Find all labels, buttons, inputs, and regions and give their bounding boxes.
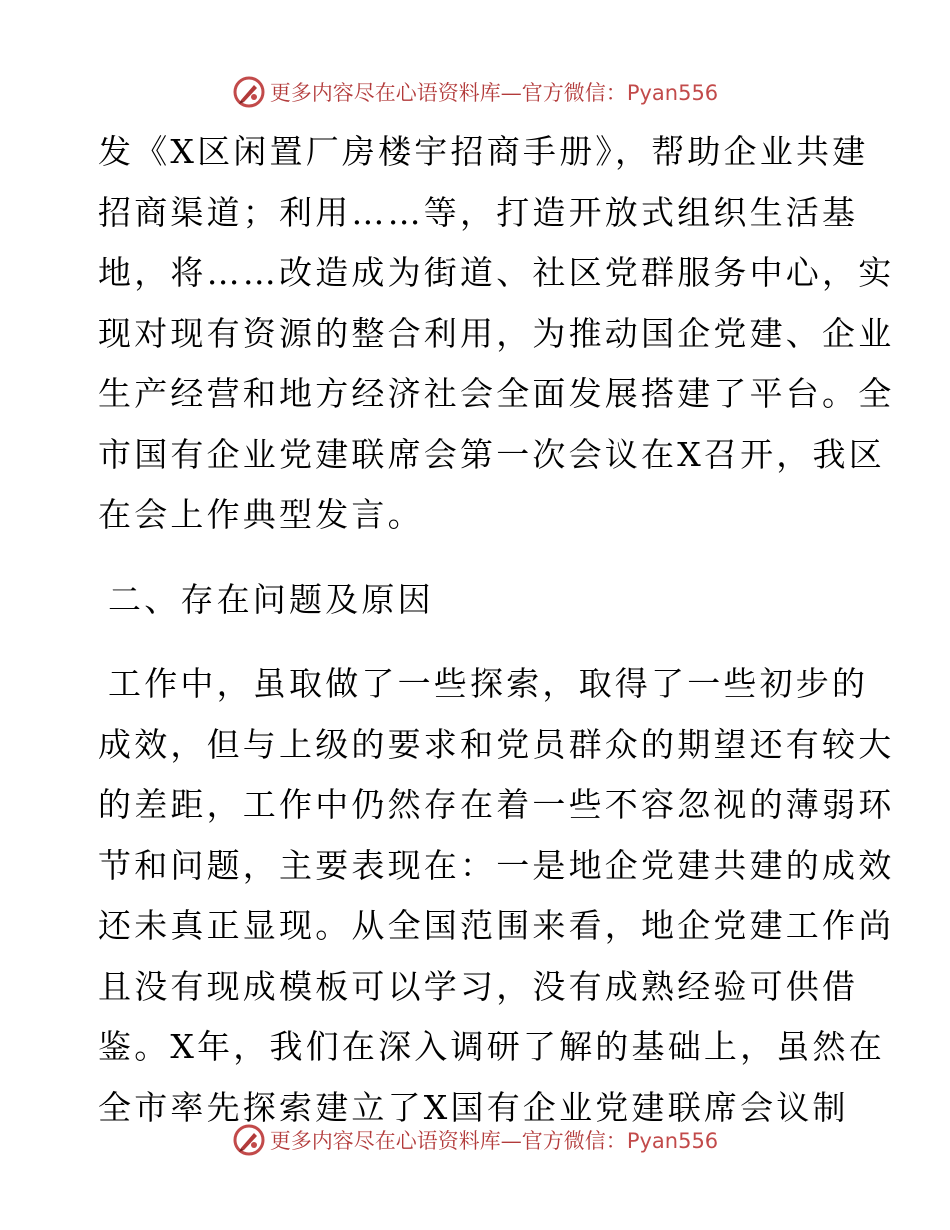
section-heading: 二、存在问题及原因 bbox=[108, 579, 434, 619]
text-line: 招商渠道；利用……等，打造开放式组织生活基 bbox=[98, 192, 859, 232]
watermark-text: 更多内容尽在心语资料库—官方微信：Pyan556 bbox=[269, 81, 719, 105]
text-line: 的差距，工作中仍然存在着一些不容忽视的薄弱环 bbox=[98, 785, 895, 824]
header-watermark bbox=[0, 72, 950, 112]
paragraph-1 bbox=[98, 122, 895, 546]
text-line: 工作中，虽取做了一些探索，取得了一些初步的 bbox=[108, 664, 869, 703]
text-line: 全市率先探索建立了X国有企业党建联席会议制 bbox=[98, 1087, 849, 1127]
text-line: 鉴。X年，我们在深入调研了解的基础上，虽然在 bbox=[98, 1027, 885, 1066]
text-line: 在会上作典型发言。 bbox=[98, 495, 424, 534]
text-line: 发《X区闲置厂房楼宇招商手册》，帮助企业共建 bbox=[98, 132, 869, 171]
text-line: 还未真正显现。从全国范围来看，地企党建工作尚 bbox=[98, 906, 895, 945]
pen-logo-icon bbox=[232, 75, 266, 109]
text-line: 且没有现成模板可以学习，没有成熟经验可供借 bbox=[98, 966, 859, 1006]
text-line: 成效，但与上级的要求和党员群众的期望还有较大 bbox=[98, 724, 895, 764]
text-line: 现对现有资源的整合利用，为推动国企党建、企业 bbox=[98, 313, 895, 353]
text-line: 生产经营和地方经济社会全面发展搭建了平台。全 bbox=[98, 374, 895, 413]
text-line: 地，将……改造成为街道、社区党群服务中心，实 bbox=[98, 253, 895, 292]
text-line: 市国有企业党建联席会第一次会议在X召开，我区 bbox=[98, 434, 885, 474]
document-body bbox=[98, 122, 895, 1138]
paragraph-2 bbox=[98, 654, 895, 1138]
text-line: 节和问题，主要表现在：一是地企党建共建的成效 bbox=[98, 845, 895, 885]
pen-logo-icon bbox=[232, 1123, 266, 1157]
watermark-text: 更多内容尽在心语资料库—官方微信：Pyan556 bbox=[269, 1129, 719, 1153]
footer-watermark bbox=[0, 1120, 950, 1160]
